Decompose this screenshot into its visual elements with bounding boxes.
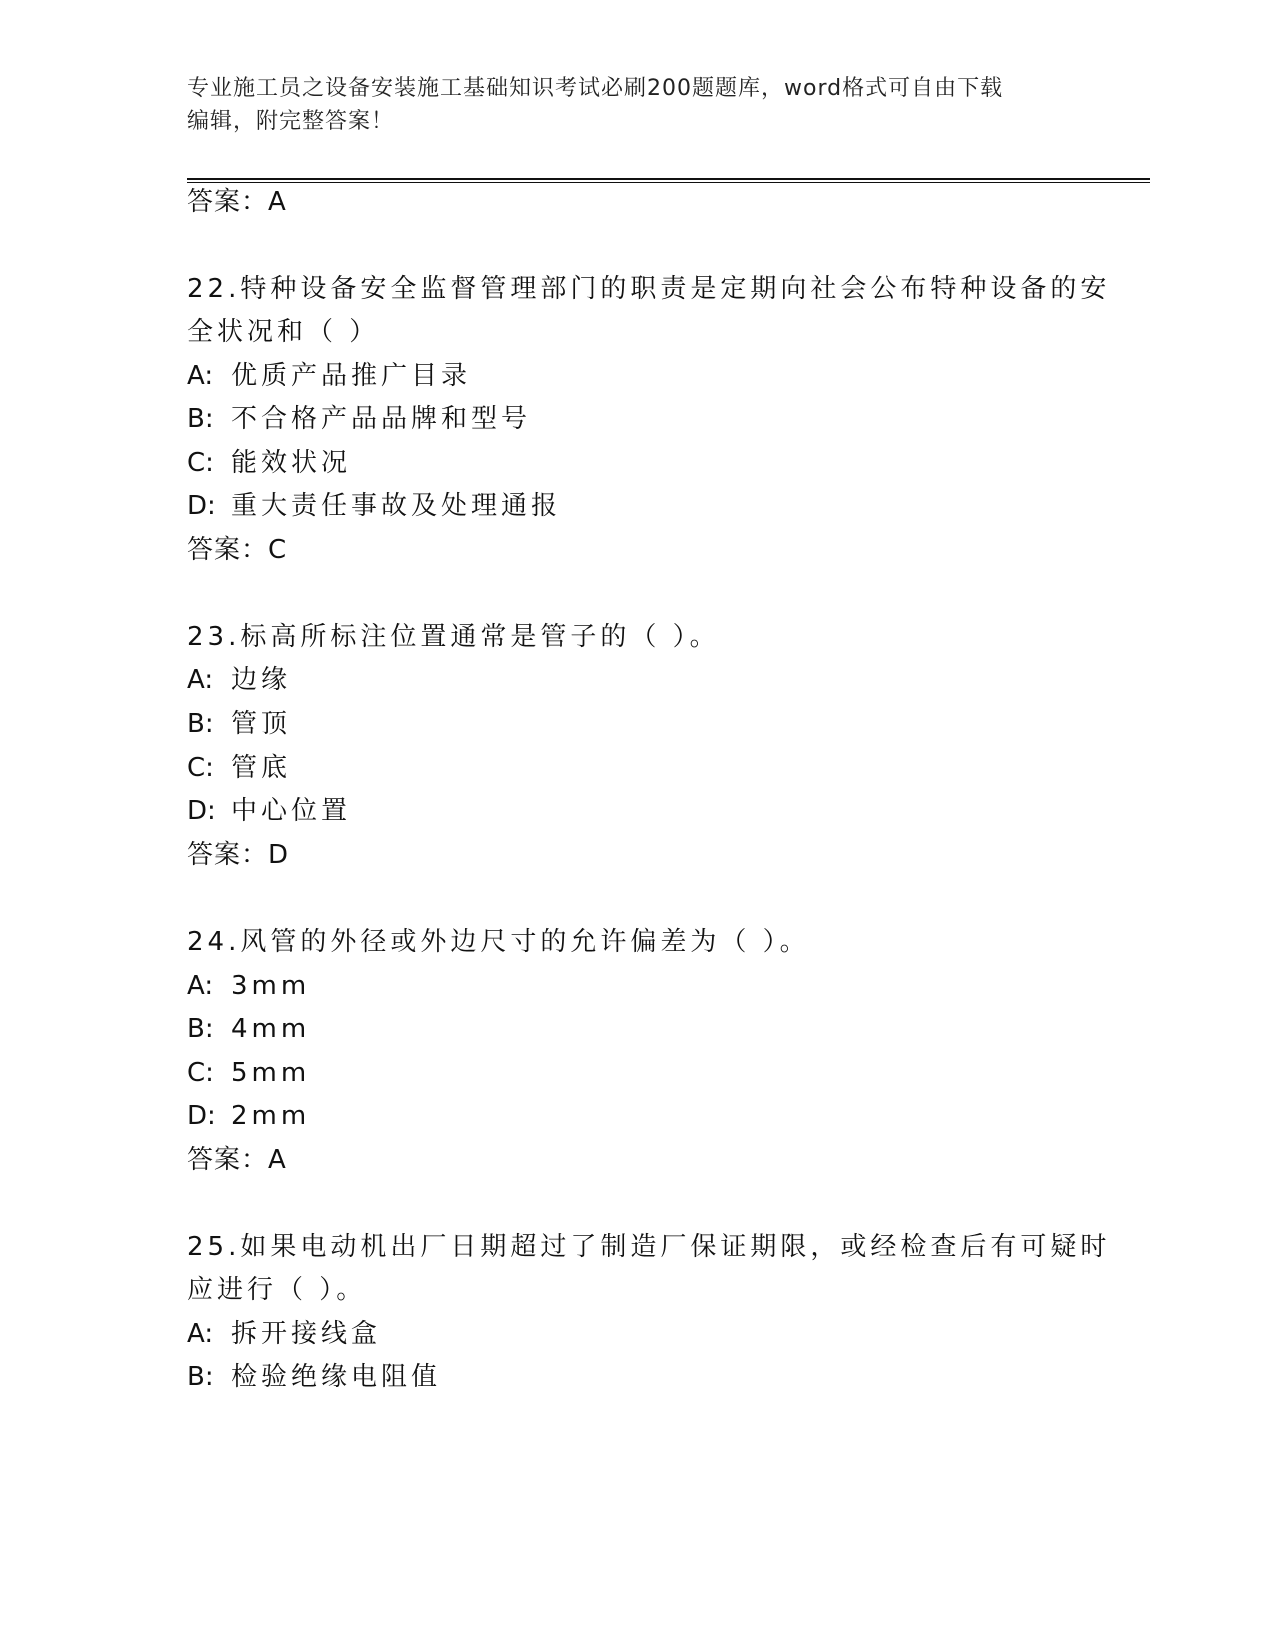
option-text: 3mm bbox=[231, 971, 311, 1001]
option-label: C: bbox=[187, 753, 214, 783]
question-22-option-d bbox=[187, 490, 561, 522]
question-23-option-b bbox=[187, 708, 291, 740]
option-text: 管顶 bbox=[231, 709, 292, 739]
question-22-option-c bbox=[187, 447, 351, 479]
question-23-option-d bbox=[187, 795, 351, 827]
option-label: B: bbox=[187, 1362, 214, 1392]
option-label: A: bbox=[187, 971, 214, 1001]
question-25-option-a bbox=[187, 1318, 381, 1350]
option-text: 管底 bbox=[231, 753, 292, 783]
question-24-option-c bbox=[187, 1057, 310, 1089]
question-25-option-b bbox=[187, 1361, 441, 1393]
option-label: A: bbox=[187, 1319, 214, 1349]
question-24-option-a bbox=[187, 970, 310, 1002]
header-divider-thick bbox=[187, 178, 1150, 180]
option-label: D: bbox=[187, 796, 216, 826]
question-23-option-a bbox=[187, 664, 291, 696]
question-24-option-d bbox=[187, 1100, 310, 1132]
question-25-stem-line-1: 25.如果电动机出厂日期超过了制造厂保证期限，或经检查后有可疑时 bbox=[187, 1232, 1111, 1262]
question-25-stem-line-2: 应进行（ ）。 bbox=[187, 1275, 367, 1305]
option-label: B: bbox=[187, 404, 214, 434]
option-text: 中心位置 bbox=[231, 796, 352, 826]
question-22-option-b bbox=[187, 403, 531, 435]
option-text: 重大责任事故及处理通报 bbox=[231, 491, 562, 521]
option-label: C: bbox=[187, 1058, 214, 1088]
question-22-answer: 答案：C bbox=[187, 535, 288, 565]
question-23-answer: 答案：D bbox=[187, 840, 290, 870]
answer-previous: 答案：A bbox=[187, 187, 287, 217]
question-22-stem-line-2: 全状况和（ ） bbox=[187, 317, 380, 347]
option-label: A: bbox=[187, 665, 214, 695]
option-text: 5mm bbox=[231, 1058, 311, 1088]
question-23-stem-line-1: 23.标高所标注位置通常是管子的（ ）。 bbox=[187, 622, 720, 652]
question-24-answer: 答案：A bbox=[187, 1145, 287, 1175]
option-text: 拆开接线盒 bbox=[231, 1319, 382, 1349]
question-22-stem-line-1: 22.特种设备安全监督管理部门的职责是定期向社会公布特种设备的安 bbox=[187, 274, 1111, 304]
option-text: 能效状况 bbox=[231, 448, 352, 478]
header-divider-thin bbox=[187, 182, 1150, 183]
option-text: 检验绝缘电阻值 bbox=[231, 1362, 442, 1392]
option-label: A: bbox=[187, 361, 214, 391]
question-23-option-c bbox=[187, 752, 291, 784]
header-title-line-1: 专业施工员之设备安装施工基础知识考试必刷200题题库，word格式可自由下载 bbox=[187, 76, 1004, 101]
option-label: D: bbox=[187, 1101, 216, 1131]
option-label: B: bbox=[187, 709, 214, 739]
option-label: B: bbox=[187, 1014, 214, 1044]
option-text: 优质产品推广目录 bbox=[231, 361, 472, 391]
option-text: 边缘 bbox=[231, 665, 292, 695]
option-text: 不合格产品品牌和型号 bbox=[231, 404, 532, 434]
option-text: 4mm bbox=[231, 1014, 311, 1044]
option-label: D: bbox=[187, 491, 216, 521]
header-title-line-2: 编辑，附完整答案！ bbox=[187, 109, 395, 134]
option-text: 2mm bbox=[231, 1101, 311, 1131]
question-24-option-b bbox=[187, 1013, 310, 1045]
option-label: C: bbox=[187, 448, 214, 478]
document-header bbox=[187, 72, 1087, 138]
question-22-option-a bbox=[187, 360, 471, 392]
question-24-stem-line-1: 24.风管的外径或外边尺寸的允许偏差为（ ）。 bbox=[187, 927, 810, 957]
